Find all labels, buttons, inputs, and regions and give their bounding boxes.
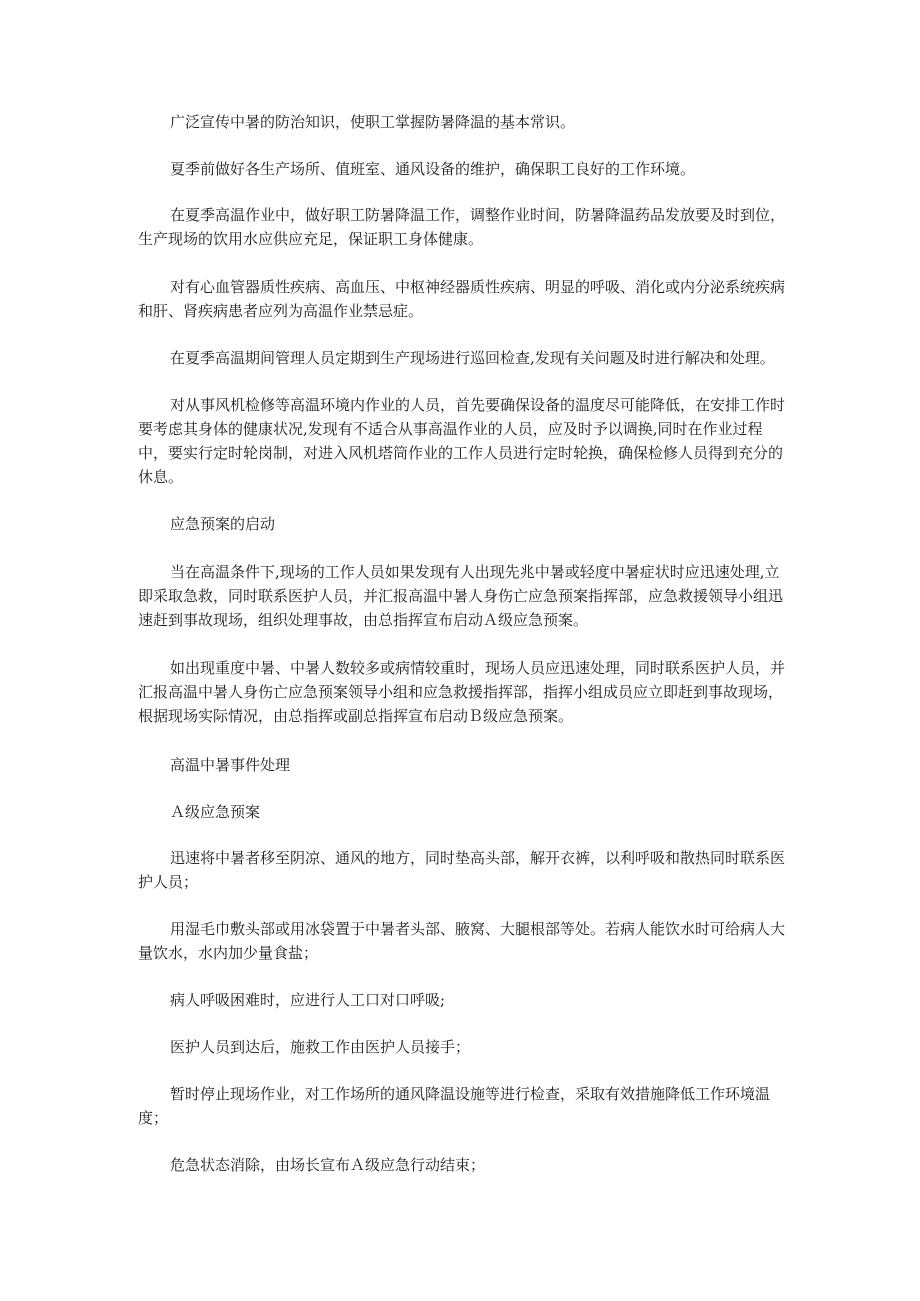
paragraph-contraindications: 对有心血管器质性疾病、高血压、中枢神经器质性疾病、明显的呼吸、消化或内分泌系统疾病和肝、肾疾病患者应列为高温作业禁忌症。 bbox=[138, 278, 786, 320]
step-end-emergency: 危急状态消除，由场长宣布Ａ级应急行动结束； bbox=[170, 1156, 486, 1174]
paragraph-level-b-activation: 如出现重度中暑、中暑人数较多或病情较重时，现场人员应迅速处理，同时联系医护人员，并汇报高温中暑人身伤亡应急预案领导小组和应急救援指挥部，指挥小组成员应立即赶到事故现场，根据现场实际情况，由总指挥或副总指挥宣布启动Ｂ级应急预案。 bbox=[138, 659, 786, 725]
step-move-patient: 迅速将中暑者移至阴凉、通风的地方，同时垫高头部，解开衣裤，以利呼吸和散热同时联系医护人员； bbox=[138, 849, 786, 891]
step-stop-work: 暂时停止现场作业，对工作场所的通风降温设施等进行检查，采取有效措施降低工作环境温度； bbox=[138, 1085, 771, 1127]
step-artificial-respiration: 病人呼吸困难时，应进行人工口对口呼吸; bbox=[170, 991, 446, 1009]
step-cooling: 用湿毛巾敷头部或用冰袋置于中暑者头部、腋窝、大腿根部等处。若病人能饮水时可给病人大量饮水，水内加少量食盐； bbox=[138, 920, 786, 962]
heading-level-a-plan: Ａ级应急预案 bbox=[170, 803, 261, 821]
step-medical-handover: 医护人员到达后，施救工作由医护人员接手； bbox=[170, 1038, 471, 1056]
paragraph-level-a-activation: 当在高温条件下,现场的工作人员如果发现有人出现先兆中暑或轻度中暑症状时应迅速处理,立即采取急救，同时联系医护人员，并汇报高温中暑人身伤亡应急预案指挥部，应急救援领导小组迅速赶到事故现场，组织处理事故，由总指挥宣布启动Ａ级应急预案。 bbox=[138, 563, 784, 629]
paragraph-summer-work-measures: 在夏季高温作业中，做好职工防暑降温工作，调整作业时间，防暑降温药品发放要及时到位，生产现场的饮用水应供应充足，保证职工身体健康。 bbox=[138, 206, 786, 248]
heading-plan-activation: 应急预案的启动 bbox=[170, 515, 276, 533]
heading-heatstroke-handling: 高温中暑事件处理 bbox=[170, 756, 291, 774]
paragraph-inspection: 在夏季高温期间管理人员定期到生产现场进行巡回检查,发现有关问题及时进行解决和处理。 bbox=[170, 349, 775, 367]
paragraph-equipment-maintenance: 夏季前做好各生产场所、值班室、通风设备的维护，确保职工良好的工作环境。 bbox=[170, 160, 696, 178]
paragraph-heat-prevention-publicity: 广泛宣传中暑的防治知识，使职工掌握防暑降温的基本常识。 bbox=[170, 113, 576, 131]
paragraph-maintenance-staff-rotation: 对从事风机检修等高温环境内作业的人员，首先要确保设备的温度尽可能降低，在安排工作时要考虑其身体的健康状况,发现有不适合从事高温作业的人员，应及时予以调换,同时在作业过程中，要实行定时轮岗制，对进入风机塔筒作业的工作人员进行定时轮换，确保检修人员得到充分的休息。 bbox=[138, 396, 786, 486]
